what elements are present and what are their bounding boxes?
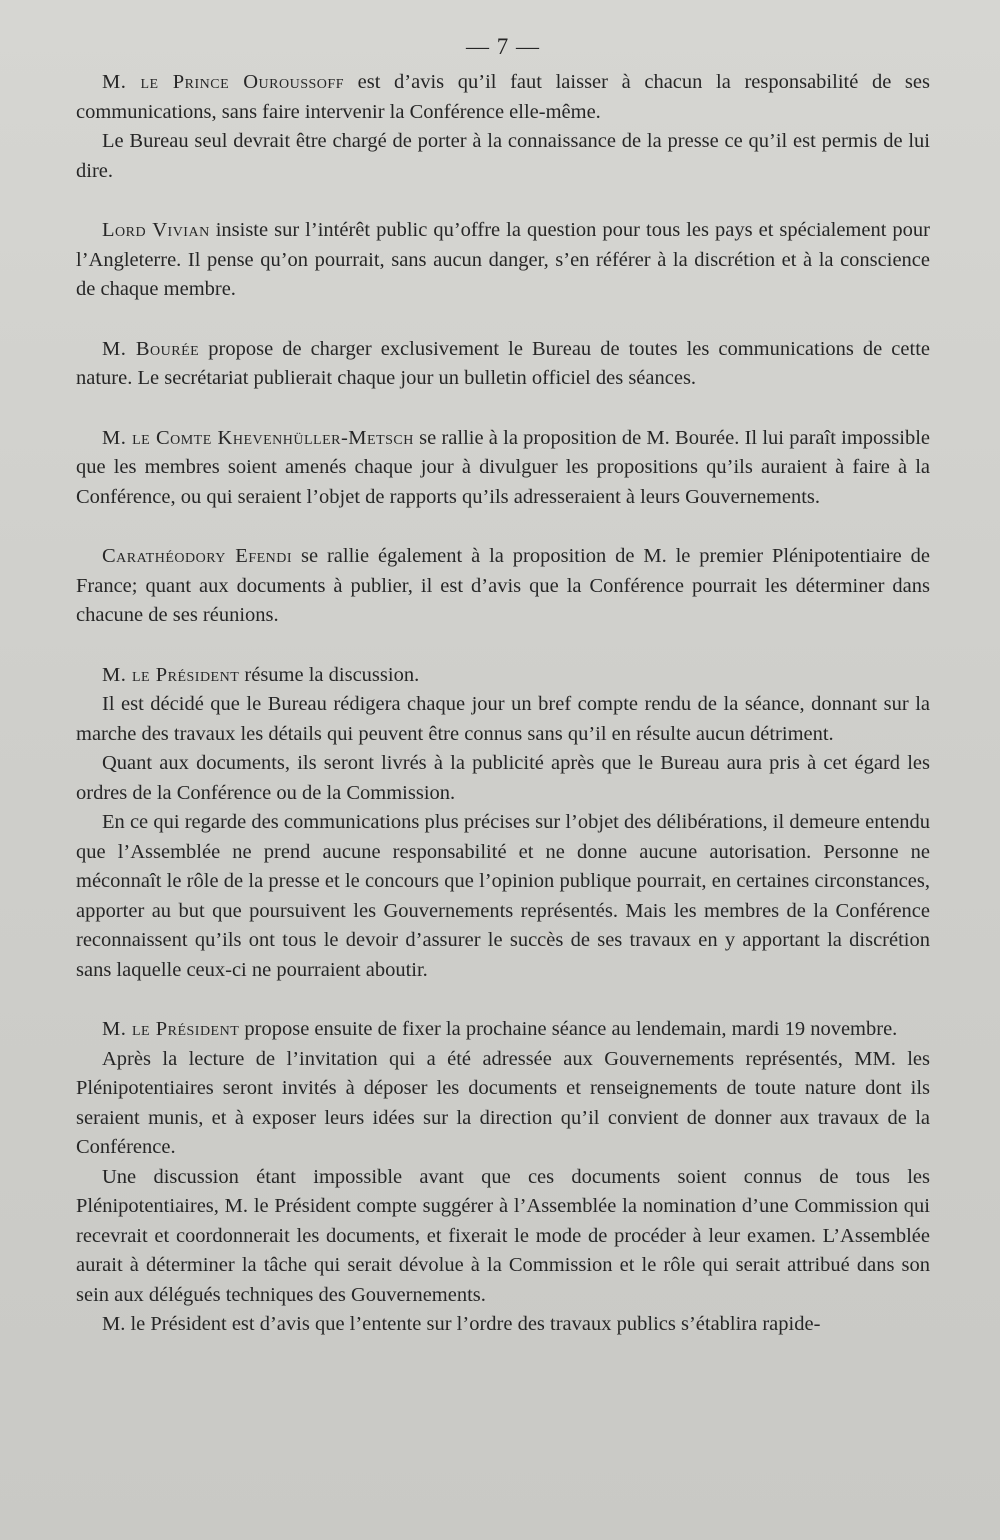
paragraph-communications xyxy=(76,808,930,985)
paragraph-president-resume xyxy=(76,661,930,691)
speaker-name: M. le Comte Khevenhüller-Metsch xyxy=(102,426,414,449)
paragraph-president-seance xyxy=(76,1015,930,1045)
page-number: — 7 — xyxy=(466,34,540,59)
spacer xyxy=(76,186,930,216)
paragraph-entente xyxy=(76,1310,930,1340)
speaker-name: M. Bourée xyxy=(102,337,200,360)
paragraph-text: se rallie également à la proposition de M. le premier Plénipotentiaire de France; quant aux documents à publier, il est d’avis que la Conférence pourrait les déterminer dans chacune de ses réunions. xyxy=(76,545,930,626)
spacer xyxy=(76,305,930,335)
spacer xyxy=(76,985,930,1015)
speaker-name: M. le Président xyxy=(102,663,240,686)
paragraph-ouroussoff xyxy=(76,68,930,127)
speaker-name: M. le Président xyxy=(102,1018,240,1040)
paragraph-text: En ce qui regarde des communications plus précises sur l’objet des délibérations, il demeure entendu que l’Assemblée ne prend aucune responsabilité et ne donne aucune autorisation. Personne ne méconnaît le rôle de la presse et le concours que l’opinion publique pourrait, en certaines circonstances, apporter au but que poursuivent les Gouvernements représentés. Mais les membres de la Conférence reconnaissent qu’ils ont tous le devoir d’assurer le succès de ses travaux en y apportant la discrétion sans laquelle ceux-ci ne pourraient aboutir. xyxy=(76,811,930,981)
paragraph-vivian xyxy=(76,216,930,305)
paragraph-caratheodory xyxy=(76,542,930,631)
speaker-name: Lord Vivian xyxy=(102,219,210,241)
paragraph-text: Il est décidé que le Bureau rédigera chaque jour un bref compte rendu de la séance, donnant sur la marche des travaux les détails qui peuvent être connus sans qu’il en résulte aucun détriment. xyxy=(76,693,930,745)
spacer xyxy=(76,631,930,661)
paragraph-documents xyxy=(76,749,930,808)
paragraph-text: résume la discussion. xyxy=(239,663,420,686)
spacer xyxy=(76,512,930,542)
speaker-name: M. le Prince Ouroussoff xyxy=(102,71,344,93)
paragraph-invitation xyxy=(76,1045,930,1163)
paragraph-khevenhuller xyxy=(76,424,930,513)
paragraph-text: Le Bureau seul devrait être chargé de porter à la connaissance de la presse ce qu’il est permis de lui dire. xyxy=(76,130,930,182)
paragraph-bureau xyxy=(76,127,930,186)
paragraph-text: est d’avis qu’il faut laisser à chacun la responsabilité de ses communications, sans faire intervenir la Conférence elle-même. xyxy=(76,71,930,123)
paragraph-decision xyxy=(76,690,930,749)
speaker-name: Carathéodory Efendi xyxy=(102,545,293,567)
paragraph-text: propose ensuite de fixer la prochaine séance au lendemain, mardi 19 novembre. xyxy=(239,1018,898,1040)
paragraph-text: Une discussion étant impossible avant que ces documents soient connus de tous les Plénipotentiaires, M. le Président compte suggérer à l’Assemblée la nomination d’une Commission qui recevrait et coordonnerait les documents, et fixerait le mode de procéder à leur examen. L’Assemblée aurait à déterminer la tâche qui serait dévolue à la Commission et le rôle qui serait attribué dans son sein aux délégués techniques des Gouvernements. xyxy=(76,1165,930,1306)
paragraph-text: Après la lecture de l’invitation qui a été adressée aux Gouvernements représentés, MM. les Plénipotentiaires seront invités à déposer les documents et renseignements de toute nature dont ils seraient munis, et à exposer leurs idées sur la direction qu’il convient de donner aux travaux de la Conférence. xyxy=(76,1047,930,1158)
paragraph-bouree xyxy=(76,335,930,394)
paragraph-text: Quant aux documents, ils seront livrés à la publicité après que le Bureau aura pris à cet égard les ordres de la Conférence ou de la Commission. xyxy=(76,752,930,804)
paragraph-text: se rallie à la proposition de M. Bourée. Il lui paraît impossible que les membres soient amenés chaque jour à divulguer les propositions qu’ils auraient à faire à la Conférence, ou qui seraient l’objet de rapports qu’ils adresseraient à leurs Gouvernements. xyxy=(76,426,930,508)
paragraph-text: insiste sur l’intérêt public qu’offre la question pour tous les pays et spécialement pour l’Angleterre. Il pense qu’on pourrait, sans aucun danger, s’en référer à la discrétion et à la conscience de chaque membre. xyxy=(76,219,930,300)
paragraph-commission xyxy=(76,1163,930,1311)
paragraph-text: M. le Président est d’avis que l’entente sur l’ordre des travaux publics s’établira rapide- xyxy=(102,1313,821,1335)
spacer xyxy=(76,394,930,424)
paragraph-text: propose de charger exclusivement le Bureau de toutes les communications de cette nature. Le secrétariat publierait chaque jour un bulletin officiel des séances. xyxy=(76,337,930,389)
